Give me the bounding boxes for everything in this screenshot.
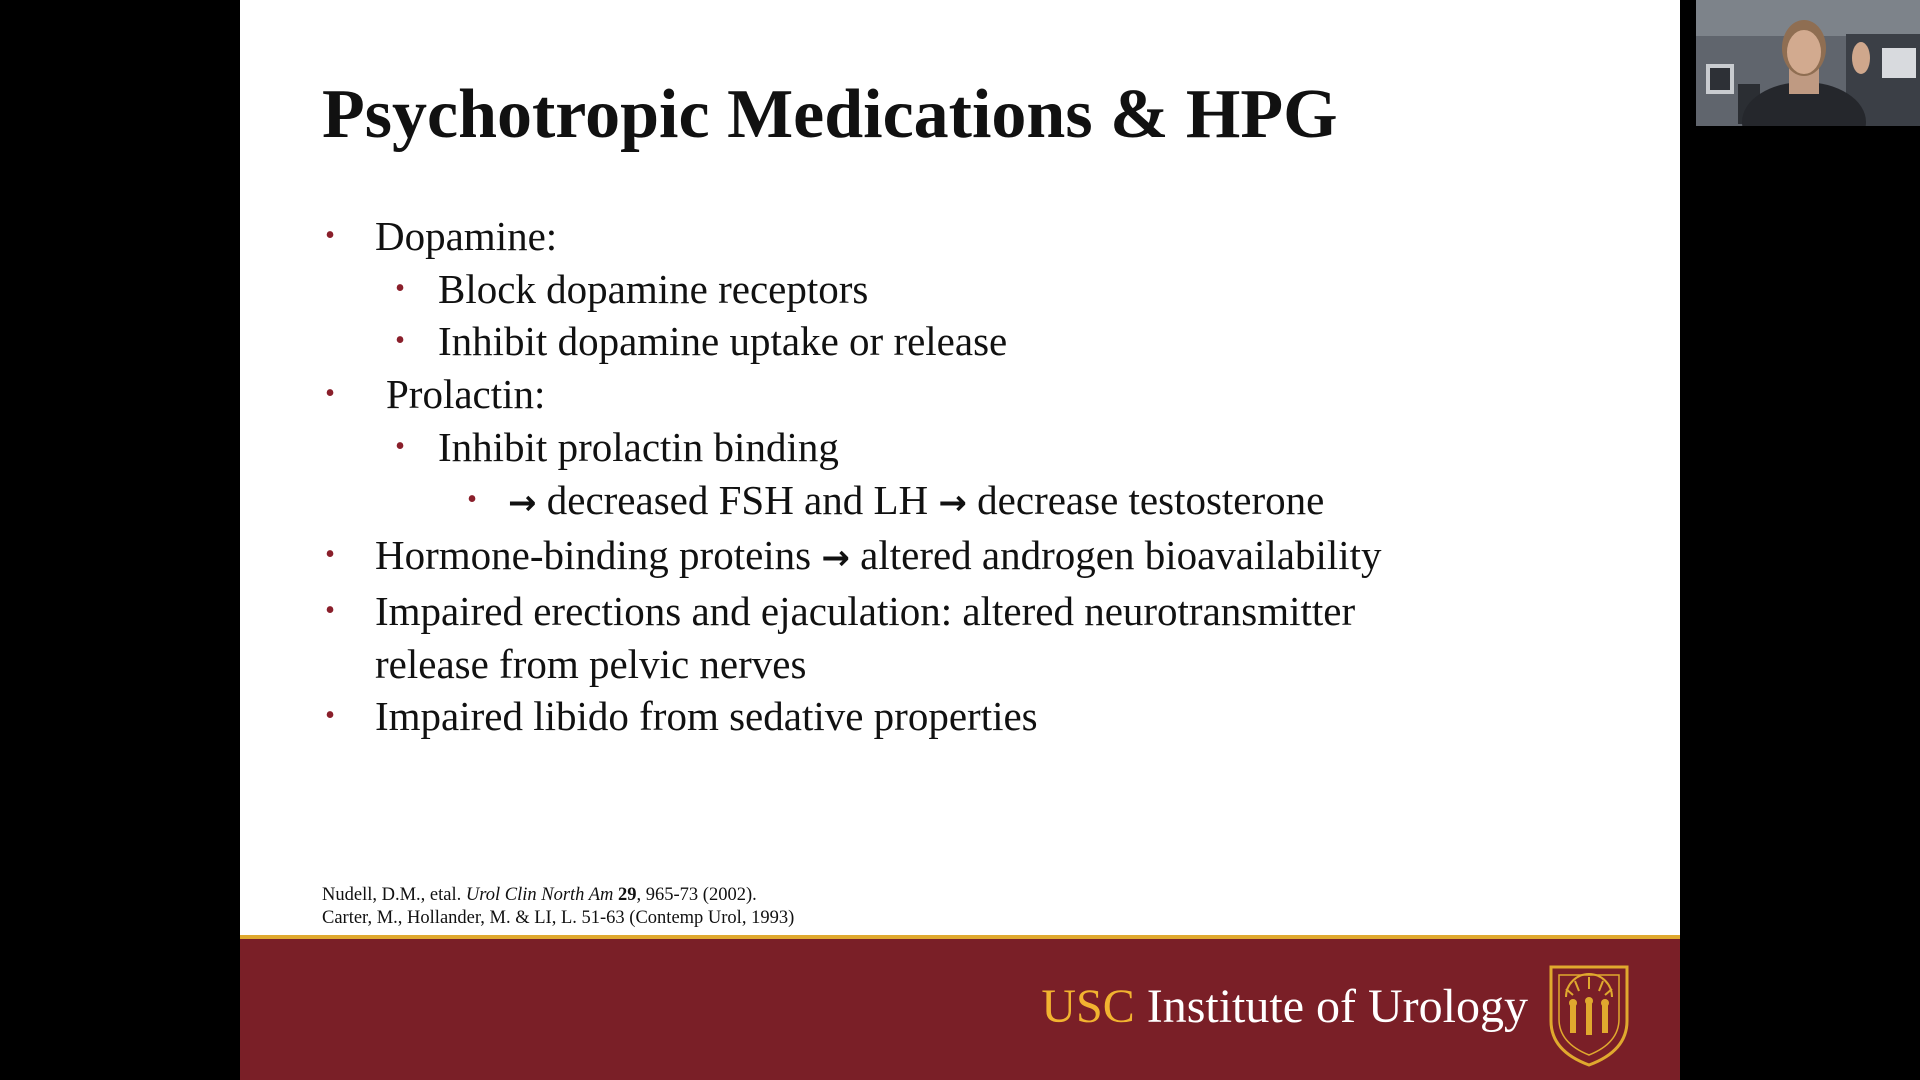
bullet-item — [240, 210, 1680, 263]
bullet-text: Impaired libido from sedative properties — [375, 693, 1038, 740]
bullet-text: Hormone-binding proteins — [375, 532, 812, 579]
bullet-text: Impaired erections and ejaculation: altered neurotransmitter — [375, 587, 1356, 634]
bullet-dot: • — [395, 272, 405, 304]
webcam-feed — [1696, 0, 1920, 126]
slide-title: Psychotropic Medications & HPG — [322, 76, 1338, 153]
webcam-video — [1696, 0, 1920, 126]
bullet-text: altered androgen bioavailability — [860, 532, 1382, 579]
bullet-text: Block dopamine receptors — [438, 265, 869, 312]
bullet-item — [240, 585, 1680, 638]
reference-2: Carter, M., Hollander, M. & LI, L. 51-63 (Contemp Urol, 1993) — [322, 908, 795, 928]
bullet-list — [240, 210, 1680, 743]
bullet-text: decrease testosterone — [977, 476, 1325, 523]
bullet-dot: • — [325, 378, 335, 410]
bullet-dot: • — [395, 325, 405, 357]
bullet-dot: • — [325, 700, 335, 732]
bullet-dot: • — [325, 220, 335, 251]
reference-1 — [322, 884, 794, 907]
right-arrow-icon: → — [508, 482, 537, 523]
bullet-text: Inhibit dopamine uptake or release — [438, 318, 1008, 365]
reference-pages: , 965-73 (2002). — [636, 885, 757, 905]
presentation-slide — [240, 0, 1680, 1080]
bullet-item — [240, 315, 1680, 368]
footer-usc: USC — [1041, 980, 1135, 1033]
bullet-item — [240, 474, 1680, 530]
bullet-text: Prolactin: — [386, 371, 546, 418]
reference-volume: 29 — [618, 885, 637, 905]
bullet-item — [240, 690, 1680, 743]
footer-logo-text — [1041, 979, 1528, 1035]
bullet-dot: • — [467, 483, 477, 515]
bullet-continuation — [240, 638, 1680, 691]
footer-institute: Institute of Urology — [1146, 980, 1528, 1033]
bullet-dot: • — [395, 430, 405, 462]
bullet-dot: • — [325, 594, 335, 626]
bullet-text: release from pelvic nerves — [375, 640, 807, 687]
bullet-item — [240, 368, 1680, 421]
slide-footer — [240, 935, 1680, 1080]
bullet-item — [240, 421, 1680, 474]
right-arrow-icon: → — [821, 538, 850, 579]
bullet-item — [240, 529, 1680, 585]
references — [322, 884, 794, 930]
reference-authors: Nudell, D.M., etal. — [322, 885, 462, 905]
bullet-text: Dopamine: — [375, 213, 558, 259]
bullet-dot: • — [325, 539, 335, 571]
usc-seal-icon — [1546, 959, 1632, 1069]
bullet-text: Inhibit prolactin binding — [438, 423, 839, 470]
bullet-text: decreased FSH and LH — [546, 476, 929, 523]
reference-journal: Urol Clin North Am — [465, 885, 614, 905]
bullet-item — [240, 263, 1680, 316]
right-arrow-icon: → — [938, 482, 967, 523]
